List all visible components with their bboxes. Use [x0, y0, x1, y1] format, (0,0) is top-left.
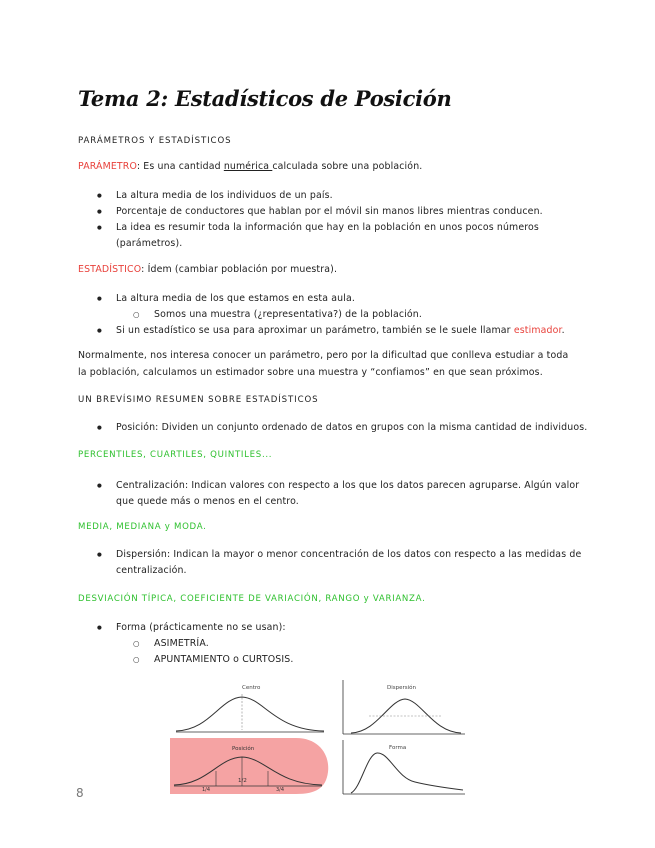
list-item: ● Dispersión: Indican la mayor o menor concentración de los datos con respecto a las medidas de centralización. [78, 547, 583, 579]
list-item: ○ Somos una muestra (¿representativa?) de la población. [116, 307, 578, 323]
parametro-definition [78, 159, 422, 175]
list-item: ● Posición: Dividen un conjunto ordenado de datos en grupos con la misma cantidad de individuos. [78, 420, 598, 436]
list-item: ● Centralización: Indican valores con respecto a los que los datos parecen agruparse. Algún valor que quede más o menos en el centro. [78, 478, 583, 510]
forma-sub-list [116, 636, 478, 668]
posicion-examples: PERCENTILES, CUARTILES, QUINTILES... [78, 450, 273, 460]
estadistico-bullet-list [78, 291, 578, 339]
forma-label: Forma [389, 745, 407, 751]
posicion-bullet-list [78, 420, 598, 436]
estadistico-sub-list [116, 307, 578, 323]
page-title: Tema 2: Estadísticos de Posición [78, 86, 452, 111]
dispersion-figure [339, 678, 469, 736]
half-label: 1/2 [238, 778, 247, 784]
list-item: ● La altura media de los individuos de un país. [78, 188, 548, 204]
dispersion-bullet-list [78, 547, 583, 579]
posicion-label: Posición [232, 746, 255, 752]
intro-paragraph: Normalmente, nos interesa conocer un parámetro, pero por la dificultad que conlleva estudiar a toda la población, calculamos un estimador sobre una muestra y “confiamos” en que sean próximos. [78, 350, 569, 378]
section-heading-parametros: PARÁMETROS Y ESTADÍSTICOS [78, 136, 232, 146]
estadistico-bullet-1: La altura media de los que estamos en esta aula. [116, 293, 355, 304]
list-item [78, 323, 578, 339]
estadistico-bullet-2-post: . [561, 325, 565, 336]
parametro-def-pre: : Es una cantidad [136, 161, 224, 172]
list-item [78, 620, 478, 668]
centralizacion-examples: MEDIA, MEDIANA y MODA. [78, 522, 207, 532]
list-item: ○ APUNTAMIENTO o CURTOSIS. [116, 652, 478, 668]
left-quartile-label: 1/4 [202, 787, 211, 793]
forma-figure [339, 738, 469, 796]
forma-bullet-list [78, 620, 478, 668]
page-number: 8 [76, 786, 84, 800]
posicion-figure [168, 736, 330, 794]
list-item: ● Porcentaje de conductores que hablan por el móvil sin manos libres mientras conducen. [78, 204, 548, 220]
parametro-def-underlined: numérica [223, 161, 273, 172]
dispersion-examples: DESVIACIÓN TÍPICA, COEFICIENTE DE VARIACIÓN, RANGO y VARIANZA. [78, 594, 426, 604]
centro-curve [176, 697, 324, 731]
estadistico-bullet-2-pre: Si un estadístico se usa para aproximar un parámetro, también se le suele llamar [116, 325, 514, 336]
list-item: ○ ASIMETRÍA. [116, 636, 478, 652]
estadistico-term: ESTADÍSTICO [78, 264, 142, 275]
forma-curve [351, 753, 463, 793]
section-heading-resumen: UN BREVÍSIMO RESUMEN SOBRE ESTADÍSTICOS [78, 395, 319, 405]
centro-figure [170, 678, 330, 738]
dispersion-label: Dispersión [387, 685, 417, 691]
forma-bullet: Forma (prácticamente no se usan): [116, 622, 286, 633]
right-quartile-label: 3/4 [276, 787, 285, 793]
centralizacion-bullet-list [78, 478, 583, 510]
list-item [78, 291, 578, 323]
parametro-def-post: calculada sobre una población. [272, 161, 423, 172]
list-item: ● La idea es resumir toda la información que hay en la población en unos pocos números (parámetros). [78, 220, 548, 252]
parametro-term: PARÁMETRO [78, 161, 137, 172]
estimador-term: estimador [513, 325, 562, 336]
parametro-bullet-list [78, 188, 548, 252]
estadistico-definition [78, 262, 337, 278]
centro-label: Centro [242, 685, 261, 691]
estadistico-def: : Ídem (cambiar población por muestra). [141, 264, 338, 275]
